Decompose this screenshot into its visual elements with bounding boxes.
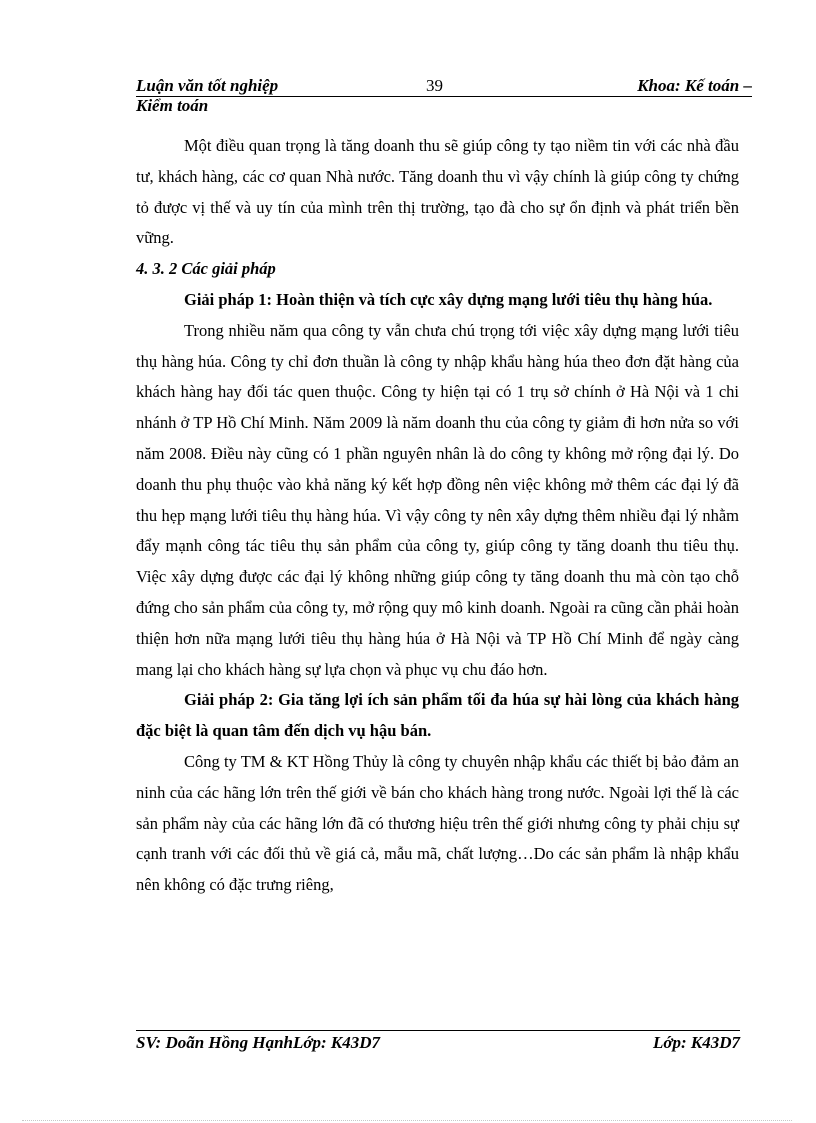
footer-class: Lớp: K43D7 bbox=[652, 1033, 740, 1052]
page-footer bbox=[136, 1030, 740, 1052]
header-faculty: Khoa: Kế toán – bbox=[637, 76, 752, 95]
page-edge-divider bbox=[22, 1120, 792, 1121]
paragraph-intro: Một điều quan trọng là tăng doanh thu sẽ giúp công ty tạo niềm tin với các nhà đầu tư, khách hàng, các cơ quan Nhà nước. Tăng doanh thu vì vậy chính là giúp công ty chứng tỏ được vị thế và uy tín của mình trên thị trường, tạo đà cho sự ổn định và phát triển bền vững. bbox=[136, 136, 739, 248]
footer-student: SV: Doãn Hồng HạnhLớp: K43D7 bbox=[136, 1033, 381, 1052]
solution-1-body: Trong nhiều năm qua công ty vẫn chưa chú trọng tới việc xây dựng mạng lưới tiêu thụ hàng húa. Công ty chỉ đơn thuần là công ty nhập khẩu hàng húa theo đơn đặt hàng của khách hàng hay đối tác quen thuộc. Công ty hiện tại có 1 trụ sở chính ở Hà Nội và 1 chi nhánh ở TP Hồ Chí Minh. Năm 2009 là năm doanh thu của công ty giảm đi hơn nửa so với năm 2008. Điều này cũng có 1 phần nguyên nhân là do công ty không mở rộng đại lý. Do doanh thu phụ thuộc vào khả năng ký kết hợp đồng nên việc không mở thêm các đại lý đã thu hẹp mạng lưới tiêu thụ hàng húa. Vì vậy công ty nên xây dựng thêm nhiều đại lý nhằm đẩy mạnh công tác tiêu thụ sản phẩm của công ty, giúp công ty tăng doanh thu tiêu thụ. Việc xây dựng được các đại lý không những giúp công ty tăng doanh thu mà còn tạo chỗ đứng cho sản phẩm của công ty, mở rộng quy mô kinh doanh. Ngoài ra cũng cần phải hoàn thiện hơn nữa mạng lưới tiêu thụ hàng húa ở Hà Nội và TP Hồ Chí Minh để ngày càng mang lại cho khách hàng sự lựa chọn và phục vụ chu đáo hơn. bbox=[136, 320, 739, 679]
page-number: 39 bbox=[426, 76, 443, 95]
solution-1-title: Giải pháp 1: Hoàn thiện và tích cực xây dựng mạng lưới tiêu thụ hàng húa. bbox=[184, 289, 713, 309]
header-thesis-title: Luận văn tốt nghiệp bbox=[136, 76, 279, 95]
page-body bbox=[136, 131, 739, 901]
page-header bbox=[136, 76, 752, 97]
section-heading: 4. 3. 2 Các giải pháp bbox=[136, 259, 276, 279]
header-faculty-continuation: Kiểm toán bbox=[136, 96, 209, 115]
solution-2-body: Công ty TM & KT Hồng Thủy là công ty chuyên nhập khẩu các thiết bị bảo đảm an ninh của các hãng lớn trên thế giới về bán cho khách hàng trong nước. Ngoài lợi thế là các sản phẩm này của các hãng lớn đã có thương hiệu trên thế giới nhưng công ty phải chịu sự cạnh tranh với các đối thủ về giá cả, mẫu mã, chất lượng…Do các sản phẩm là nhập khẩu nên không có đặc trưng riêng, bbox=[136, 751, 739, 895]
solution-2-title: Giải pháp 2: Gia tăng lợi ích sản phẩm tối đa húa sự hài lòng của khách hàng đặc biệt là quan tâm đến dịch vụ hậu bán. bbox=[136, 690, 739, 741]
